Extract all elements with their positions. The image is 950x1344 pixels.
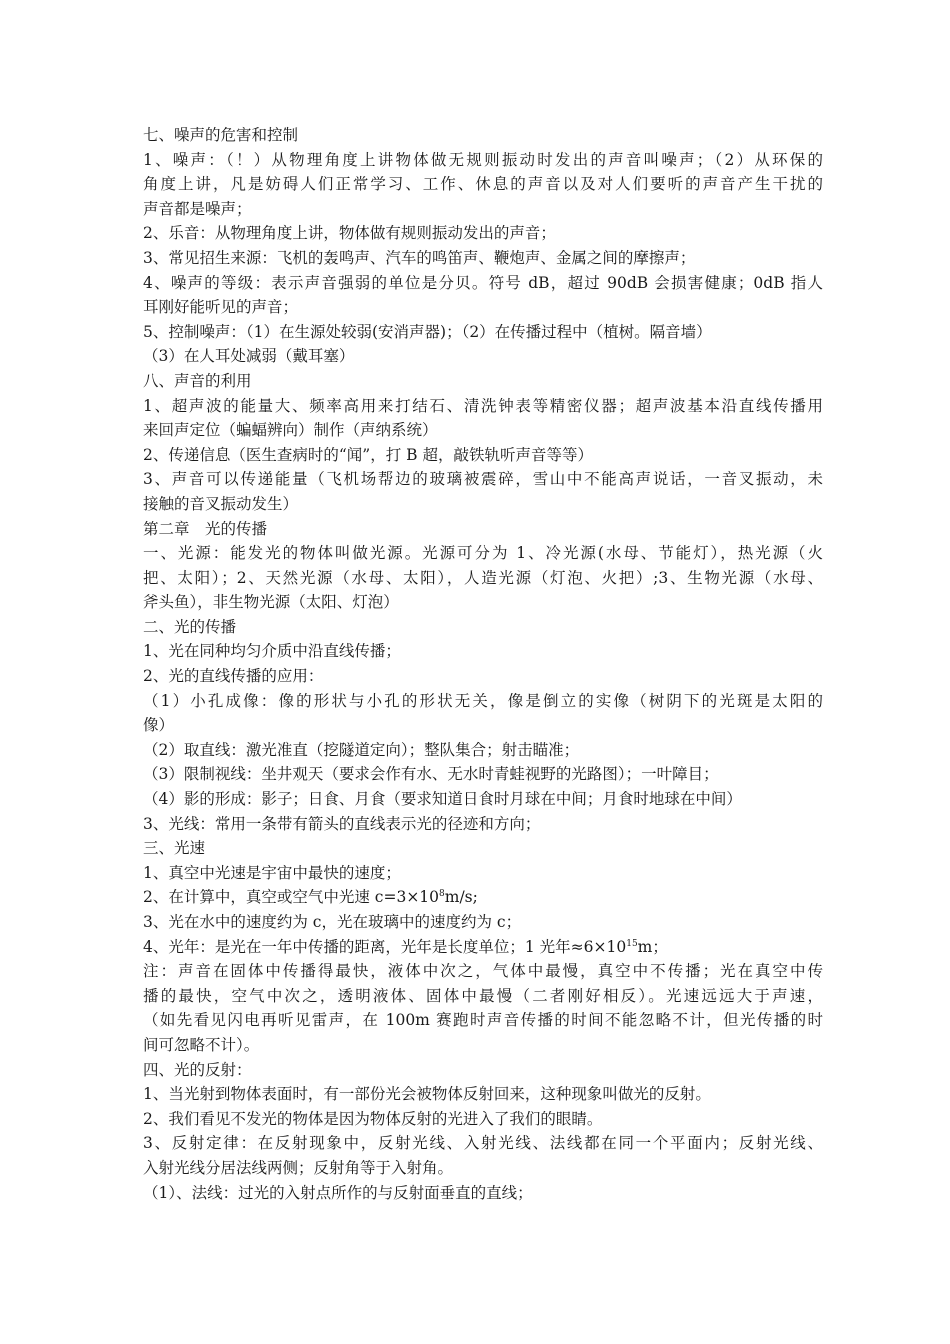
document-page bbox=[143, 123, 823, 1205]
text-line: （4）影的形成：影子；日食、月食（要求知道日食时月球在中间；月食时地球在中间） bbox=[143, 790, 742, 809]
text-line: 1、噪声：（！）从物理角度上讲物体做无规则振动时发出的声音叫噪声；（2）从环保的 bbox=[143, 150, 823, 169]
section-heading-reflection: 四、光的反射： bbox=[143, 1060, 252, 1079]
text-line: 注：声音在固体中传播得最快，液体中次之，气体中最慢，真空中不传播；光在真空中传 bbox=[143, 962, 823, 981]
text-line: 1、当光射到物体表面时，有一部份光会被物体反射回来，这种现象叫做光的反射。 bbox=[143, 1085, 711, 1104]
text-line: 4、噪声的等级：表示声音强弱的单位是分贝。符号 dB，超过 90dB 会损害健康；0dB 指人 bbox=[143, 273, 823, 292]
text-line: 声音都是噪声； bbox=[143, 199, 252, 218]
text-line: 角度上讲，凡是妨碍人们正常学习、工作、休息的声音以及对人们要听的声音产生干扰的 bbox=[143, 175, 823, 194]
section-heading-light-speed: 三、光速 bbox=[143, 839, 206, 858]
text-line: 3、光线：常用一条带有箭头的直线表示光的径迹和方向； bbox=[143, 814, 541, 833]
text-line: 接触的音叉振动发生） bbox=[143, 494, 299, 513]
chapter-heading-light: 第二章 光的传播 bbox=[143, 519, 268, 538]
superscript-exponent: 15 bbox=[626, 938, 638, 949]
text-line: 3、反射定律：在反射现象中，反射光线、入射光线、法线都在同一个平面内；反射光线、 bbox=[143, 1134, 823, 1153]
text-line: 耳刚好能听见的声音； bbox=[143, 298, 299, 317]
text-line: 3、光在水中的速度约为 c，光在玻璃中的速度约为 c； bbox=[143, 913, 522, 931]
text-line: 2、我们看见不发光的物体是因为物体反射的光进入了我们的眼睛。 bbox=[143, 1109, 603, 1128]
text-line: 斧头鱼），非生物光源（太阳、灯泡） bbox=[143, 593, 399, 612]
text-line: （1）、法线：过光的入射点所作的与反射面垂直的直线； bbox=[143, 1183, 533, 1202]
text-line: 3、常见招生来源：飞机的轰鸣声、汽车的鸣笛声、鞭炮声、金属之间的摩擦声； bbox=[143, 248, 696, 267]
text-segment: 2、在计算中，真空或空气中光速 c=3×10 bbox=[143, 888, 440, 907]
superscript-exponent: 8 bbox=[439, 889, 445, 900]
text-line: 5、控制噪声：（1）在生源处较弱(安消声器)；（2）在传播过程中（植树。隔音墙） bbox=[143, 322, 712, 341]
text-line: 一、光源：能发光的物体叫做光源。光源可分为 1、冷光源(水母、节能灯），热光源（火 bbox=[143, 544, 823, 563]
text-line: （3）在人耳处减弱（戴耳塞） bbox=[143, 347, 355, 366]
text-line-light-year bbox=[143, 935, 823, 960]
text-line: （1）小孔成像：像的形状与小孔的形状无关，像是倒立的实像（树阴下的光斑是太阳的 bbox=[143, 691, 823, 710]
text-line: 像） bbox=[143, 716, 175, 735]
text-line-light-speed-value bbox=[143, 885, 823, 910]
text-line: 2、传递信息（医生查病时的“闻”，打 B 超，敲铁轨听声音等等） bbox=[143, 445, 593, 464]
section-heading-noise-control: 七、噪声的危害和控制 bbox=[143, 126, 299, 144]
text-line: 1、超声波的能量大、频率高用来打结石、清洗钟表等精密仪器；超声波基本沿直线传播用 bbox=[143, 396, 823, 415]
text-line: 2、光的直线传播的应用： bbox=[143, 667, 324, 686]
text-line: 2、乐音：从物理角度上讲，物体做有规则振动发出的声音； bbox=[143, 224, 556, 243]
text-line: 把、太阳）；2、天然光源（水母、太阳），人造光源（灯泡、火把）;3、生物光源（水母、 bbox=[143, 568, 823, 587]
text-line: 间可忽略不计）。 bbox=[143, 1035, 260, 1054]
text-line: （2）取直线：激光准直（挖隧道定向）；整队集合；射击瞄准； bbox=[143, 740, 580, 759]
text-line: 播的最快，空气中次之，透明液体、固体中最慢（二者刚好相反）。光速远远大于声速， bbox=[143, 986, 823, 1005]
text-line: 入射光线分居法线两侧；反射角等于入射角。 bbox=[143, 1158, 454, 1177]
text-segment: m； bbox=[637, 937, 668, 956]
text-line: （3）限制视线：坐井观天（要求会作有水、无水时青蛙视野的光路图）；一叶障目； bbox=[143, 765, 719, 784]
text-line: （如先看见闪电再听见雷声，在 100m 赛跑时声音传播的时间不能忽略不计，但光传播的时 bbox=[143, 1011, 823, 1030]
text-line: 来回声定位（蝙蝠辨向）制作（声纳系统） bbox=[143, 421, 438, 440]
text-line: 3、声音可以传递能量（飞机场帮边的玻璃被震碎，雪山中不能高声说话，一音叉振动，未 bbox=[143, 470, 823, 489]
text-segment: m/s; bbox=[444, 888, 478, 907]
text-line: 1、真空中光速是宇宙中最快的速度； bbox=[143, 863, 401, 882]
section-heading-propagation: 二、光的传播 bbox=[143, 617, 237, 636]
section-heading-sound-use: 八、声音的利用 bbox=[143, 371, 252, 390]
text-segment: 4、光年：是光在一年中传播的距离，光年是长度单位；1 光年≈6×10 bbox=[143, 937, 627, 956]
text-line: 1、光在同种均匀介质中沿直线传播； bbox=[143, 642, 401, 661]
